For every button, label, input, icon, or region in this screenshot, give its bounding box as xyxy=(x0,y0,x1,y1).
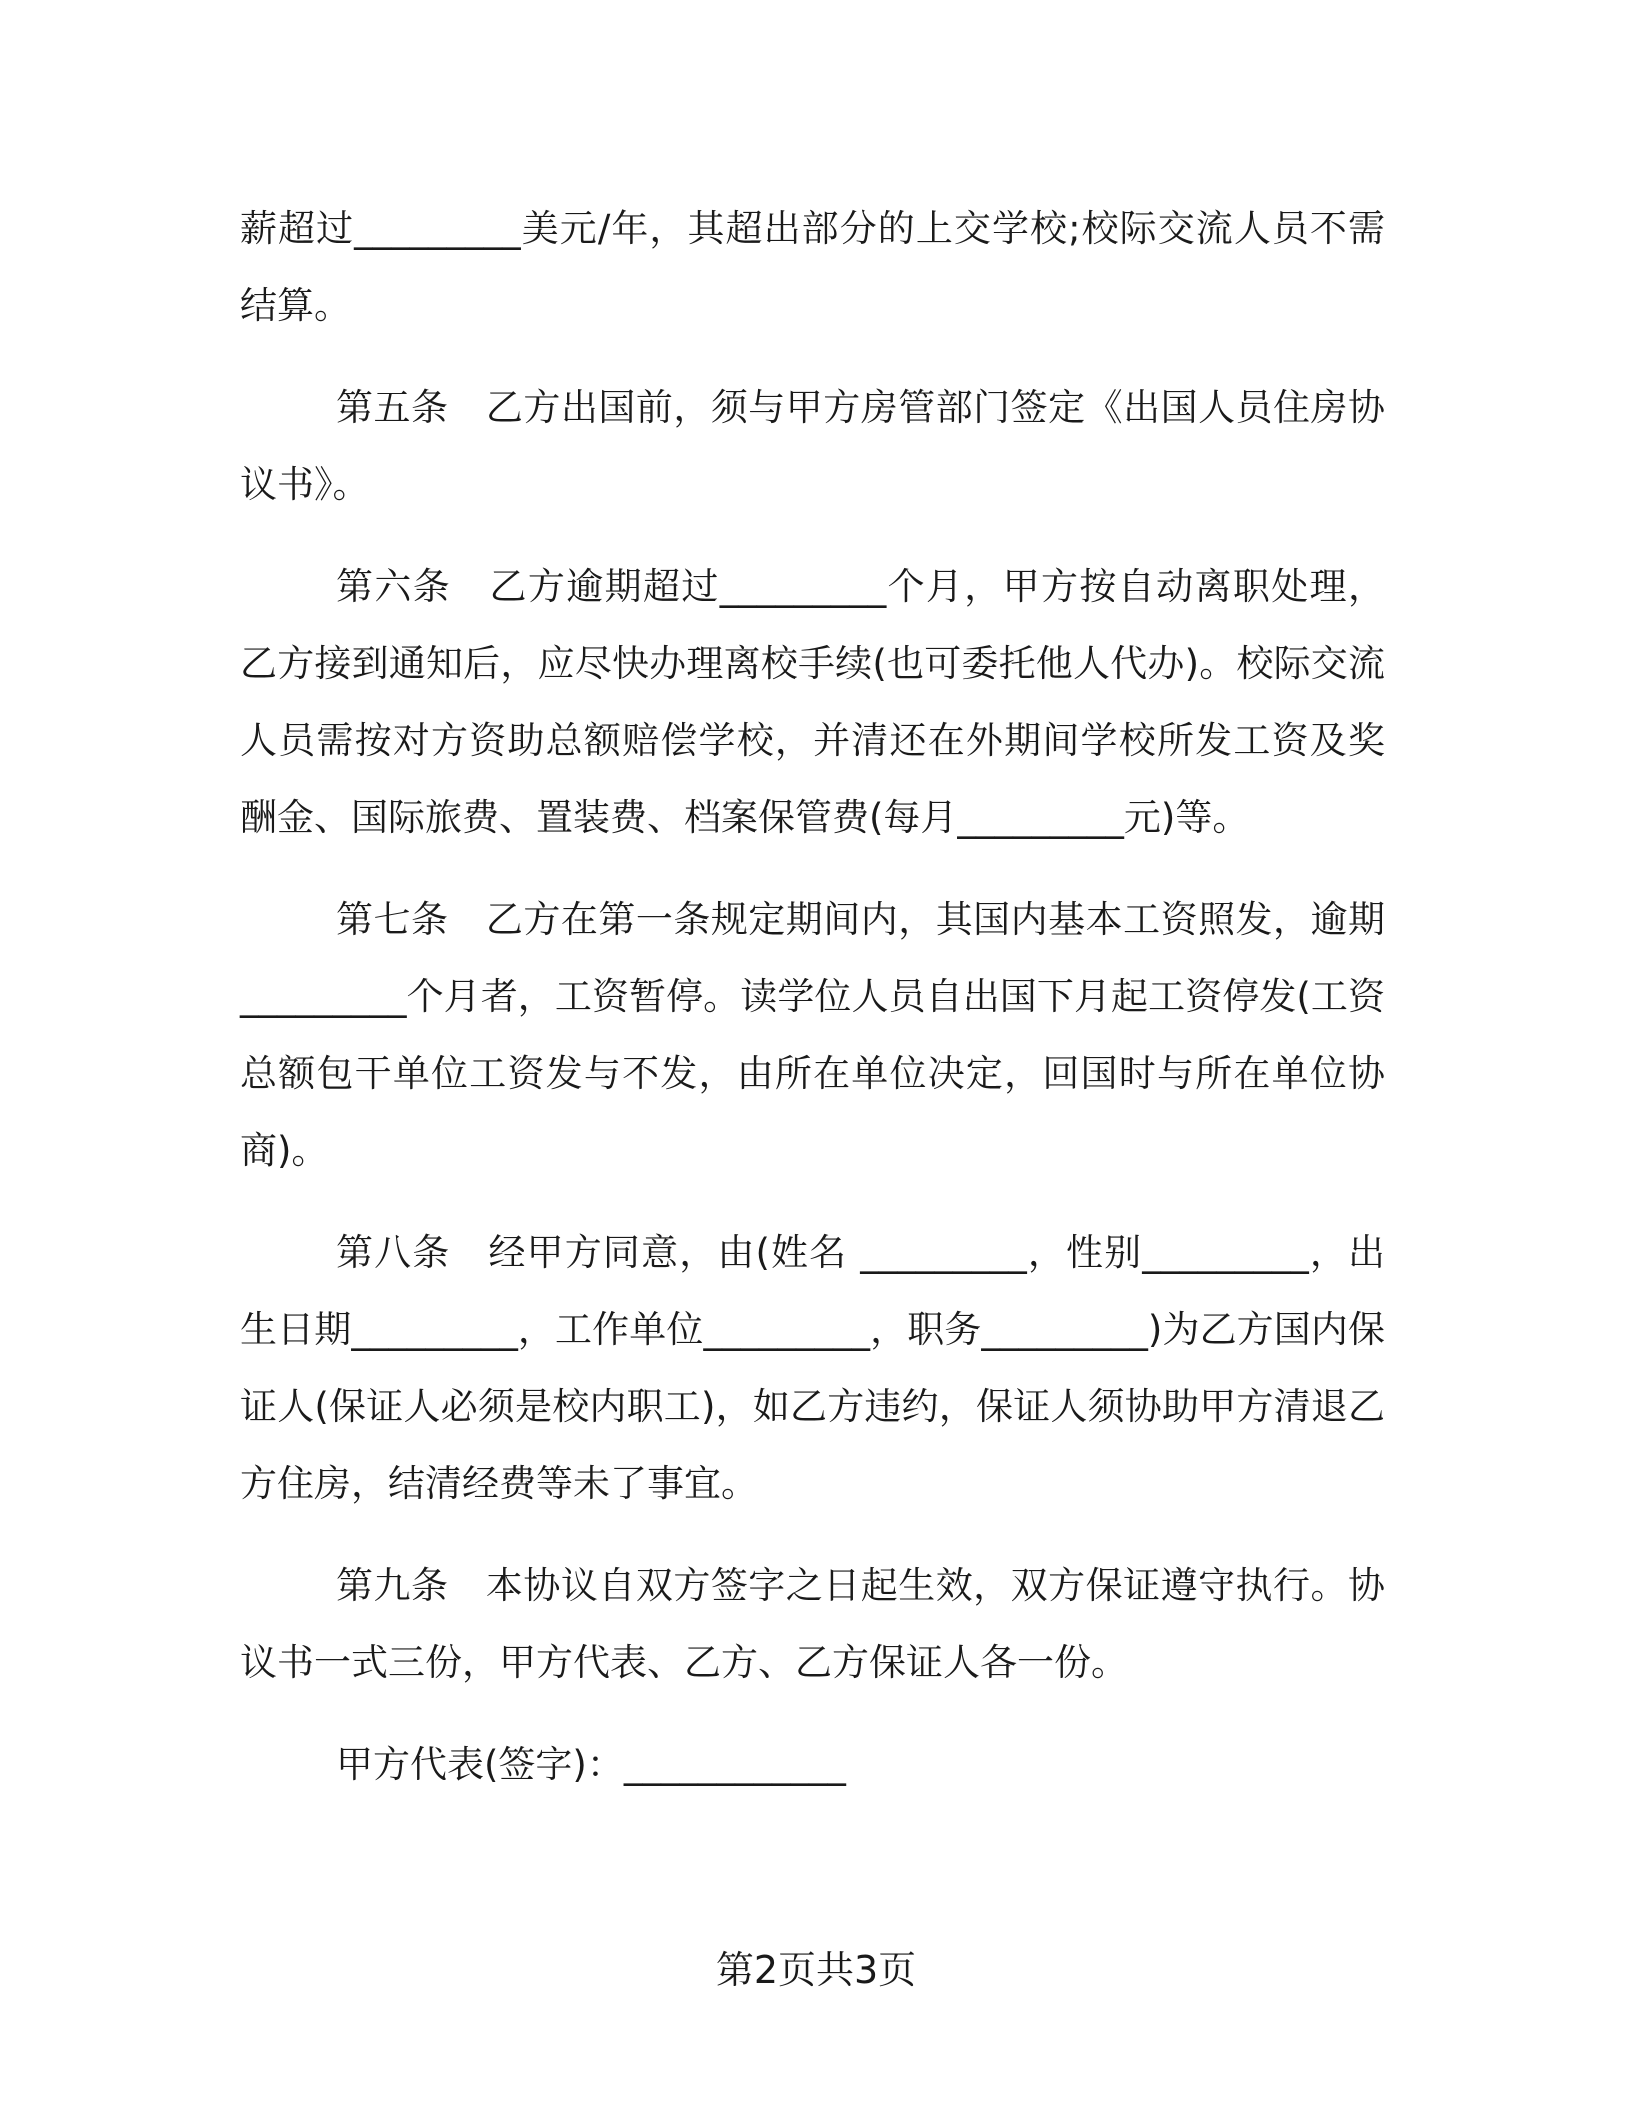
party-a-signature-line: 甲方代表(签字)：____________ xyxy=(336,1743,846,1786)
paragraph-article-9: 第九条 本协议自双方签字之日起生效，双方保证遵守执行。协议书一式三份，甲方代表、乙方、乙方保证人各一份。 xyxy=(240,1564,1385,1684)
paragraph-article-6: 第六条 乙方逾期超过_________个月，甲方按自动离职处理，乙方接到通知后，应尽快办理离校手续(也可委托他人代办)。校际交流人员需按对方资助总额赔偿学校，并清还在外期间学校所发工资及奖酬金、国际旅费、置装费、档案保管费(每月_________元)等。 xyxy=(240,565,1385,839)
page-number-footer: 第2页共3页 xyxy=(715,1948,917,1992)
paragraph-article-5: 第五条 乙方出国前，须与甲方房管部门签定《出国人员住房协议书》。 xyxy=(240,386,1385,506)
paragraph-salary-continuation: 薪超过_________美元/年，其超出部分的上交学校;校际交流人员不需结算。 xyxy=(240,207,1385,327)
paragraph-article-7: 第七条 乙方在第一条规定期间内，其国内基本工资照发，逾期_________个月者，工资暂停。读学位人员自出国下月起工资停发(工资总额包干单位工资发与不发，由所在单位决定，回国时与所在单位协商)。 xyxy=(240,898,1385,1172)
document-body xyxy=(240,190,1385,1803)
paragraph-article-8: 第八条 经甲方同意，由(姓名 _________，性别_________，出生日期_________，工作单位_________，职务_________)为乙方国内保证人(保证人必须是校内职工)，如乙方违约，保证人须协助甲方清退乙方住房，结清经费等未了事宜。 xyxy=(240,1231,1385,1505)
